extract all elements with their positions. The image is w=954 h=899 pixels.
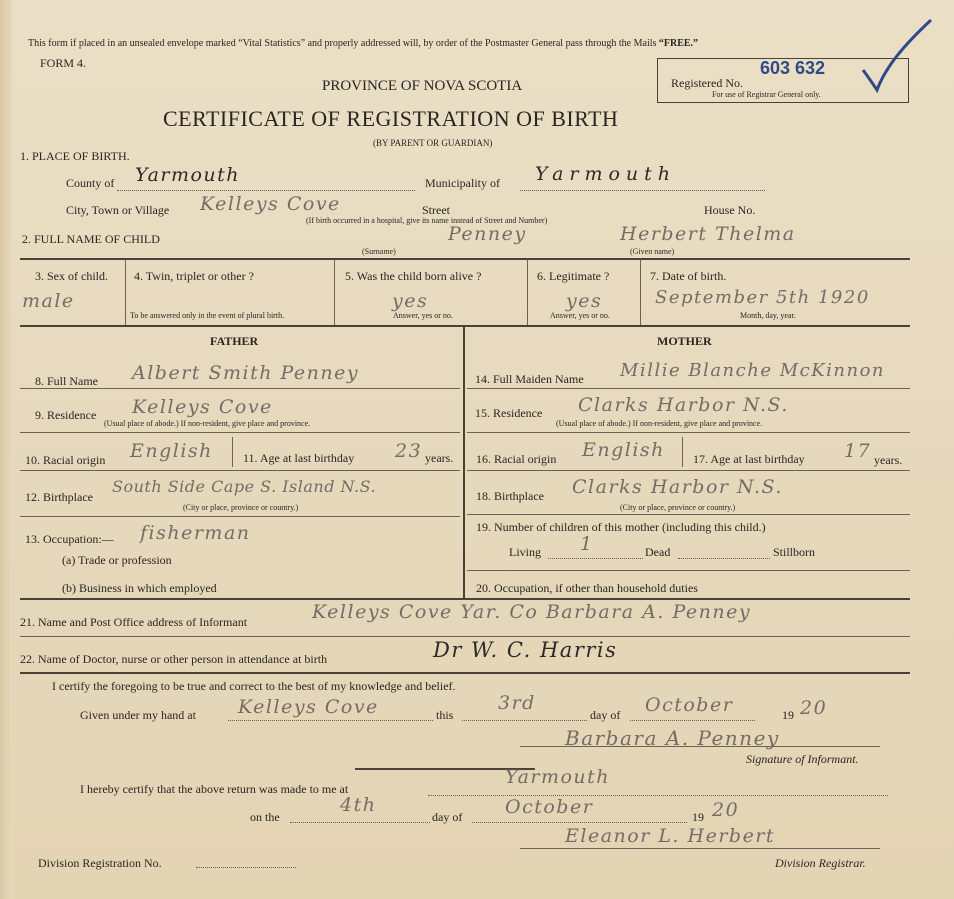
- row-separator: [20, 325, 910, 327]
- parents-divider: [463, 326, 465, 598]
- house-number-label: House No.: [704, 203, 756, 217]
- mother-birthplace-value: Clarks Harbor N.S.: [572, 476, 783, 498]
- legitimate-note: Answer, yes or no.: [550, 311, 610, 320]
- father-racial-label: 10. Racial origin: [25, 453, 106, 467]
- row-line: [467, 470, 910, 471]
- postal-notice-free: “FREE.”: [658, 38, 699, 49]
- registrar-place-value: Yarmouth: [505, 766, 611, 788]
- registrar-year-prefix: 19: [692, 810, 704, 824]
- place-of-birth-section: 1. PLACE OF BIRTH.: [20, 149, 130, 163]
- row-line: [467, 514, 910, 515]
- province-heading: PROVINCE OF NOVA SCOTIA: [322, 78, 523, 94]
- mother-residence-value: Clarks Harbor N.S.: [578, 394, 789, 416]
- living-value: 1: [580, 533, 594, 555]
- father-age-label: 11. Age at last birthday: [243, 451, 355, 465]
- row-line: [20, 470, 460, 471]
- father-age-value: 23: [395, 440, 423, 462]
- child-given-name-value: Herbert Thelma: [620, 223, 796, 245]
- dead-line: [678, 558, 770, 559]
- born-alive-label: 5. Was the child born alive ?: [345, 269, 482, 283]
- sex-label: 3. Sex of child.: [35, 269, 108, 283]
- mother-age-label: 17. Age at last birthday: [693, 452, 805, 466]
- doctor-label: 22. Name of Doctor, nurse or other person in attendance at birth: [20, 652, 328, 666]
- father-heading: FATHER: [210, 334, 259, 348]
- informant-label: 21. Name and Post Office address of Informant: [20, 615, 248, 629]
- mother-racial-value: English: [582, 439, 665, 461]
- row-line: [467, 388, 910, 389]
- father-business-label: (b) Business in which employed: [62, 581, 217, 595]
- column-divider: [640, 259, 641, 325]
- date-of-birth-label: 7. Date of birth.: [650, 269, 727, 283]
- born-alive-note: Answer, yes or no.: [393, 311, 453, 320]
- hospital-note: (If birth occurred in a hospital, give its name instead of Street and Number): [306, 216, 548, 225]
- given-place-line: [228, 720, 433, 721]
- cell-divider: [232, 437, 233, 467]
- born-alive-value: yes: [392, 290, 429, 312]
- doctor-value: Dr W. C. Harris: [433, 638, 618, 662]
- page-subtitle: (BY PARENT OR GUARDIAN): [373, 138, 493, 148]
- date-of-birth-value: September 5th 1920: [655, 287, 870, 308]
- father-residence-label: 9. Residence: [35, 408, 97, 422]
- twin-label: 4. Twin, triplet or other ?: [134, 269, 254, 283]
- living-label: Living: [509, 545, 541, 559]
- legitimate-value: yes: [566, 290, 603, 312]
- signature-line: [520, 746, 880, 747]
- day-line: [462, 720, 587, 721]
- mother-years-label: years.: [874, 453, 903, 467]
- column-divider: [334, 259, 335, 325]
- row-separator: [20, 258, 910, 260]
- certify-dayof-label: day of: [590, 708, 621, 722]
- row-separator: [20, 598, 910, 600]
- father-birthplace-note: (City or place, province or country.): [183, 503, 299, 512]
- row-line: [20, 388, 460, 389]
- father-name-label: 8. Full Name: [35, 374, 98, 388]
- row-line: [467, 570, 910, 571]
- registrar-day-value: 4th: [340, 794, 377, 816]
- mother-name-label: 14. Full Maiden Name: [475, 372, 584, 386]
- registrar-month-value: October: [505, 796, 594, 818]
- this-label: this: [436, 708, 454, 722]
- stillborn-label: Stillborn: [773, 545, 816, 559]
- checkmark-icon: [855, 18, 935, 98]
- registrar-year-value: 20: [712, 799, 740, 821]
- child-name-label: 2. FULL NAME OF CHILD: [22, 232, 160, 246]
- page-title: CERTIFICATE OF REGISTRATION OF BIRTH: [163, 106, 619, 131]
- father-birthplace-label: 12. Birthplace: [25, 490, 93, 504]
- postal-notice-text: This form if placed in an unsealed envelope marked “Vital Statistics” and properly addressed will, by order of the Postmaster General pass through the Mails: [28, 38, 657, 49]
- mother-heading: MOTHER: [657, 334, 712, 348]
- twin-note: To be answered only in the event of plural birth.: [130, 311, 285, 320]
- registrar-day-line: [290, 822, 430, 823]
- municipality-line: [520, 190, 765, 191]
- dead-label: Dead: [645, 545, 671, 559]
- registrar-dayof-label: day of: [432, 810, 463, 824]
- column-divider: [125, 259, 126, 325]
- street-label: Street: [422, 203, 450, 217]
- mother-racial-label: 16. Racial origin: [476, 452, 557, 466]
- father-occupation-label: 13. Occupation:—: [25, 532, 114, 546]
- cell-divider: [682, 437, 683, 467]
- mother-birthplace-label: 18. Birthplace: [476, 489, 544, 503]
- registrar-signature-value: Eleanor L. Herbert: [565, 825, 776, 847]
- registrar-place-line: [428, 795, 888, 796]
- mother-age-value: 17: [844, 440, 872, 462]
- given-name-note: (Given name): [630, 247, 675, 256]
- certify-day-value: 3rd: [498, 692, 536, 714]
- father-racial-value: English: [130, 440, 213, 462]
- mother-residence-note: (Usual place of abode.) If non-resident, give place and province.: [556, 419, 763, 428]
- father-occupation-value: fisherman: [140, 522, 251, 544]
- father-birthplace-value: South Side Cape S. Island N.S.: [112, 477, 377, 496]
- row-separator: [20, 672, 910, 674]
- registered-number-value: 603 632: [760, 58, 826, 78]
- mother-children-label: 19. Number of children of this mother (including this child.): [476, 520, 766, 534]
- division-registration-label: Division Registration No.: [38, 856, 162, 870]
- surname-note: (Surname): [362, 247, 396, 256]
- given-place-value: Kelleys Cove: [238, 696, 379, 718]
- certify-statement: I certify the foregoing to be true and correct to the best of my knowledge and belief.: [52, 679, 456, 693]
- informant-signature-value: Barbara A. Penney: [565, 726, 780, 750]
- registrar-use-note: For use of Registrar General only.: [712, 90, 821, 99]
- division-registrar-label: Division Registrar.: [775, 856, 866, 870]
- municipality-value: Yarmouth: [535, 163, 677, 185]
- on-the-label: on the: [250, 810, 280, 824]
- registered-number-label: Registered No.: [671, 76, 743, 90]
- city-value: Kelleys Cove: [200, 193, 341, 215]
- father-trade-label: (a) Trade or profession: [62, 553, 172, 567]
- city-label: City, Town or Village: [66, 203, 170, 217]
- informant-signature-label: Signature of Informant.: [746, 752, 859, 766]
- father-residence-value: Kelleys Cove: [132, 396, 273, 418]
- certify-month-value: October: [645, 694, 734, 716]
- date-of-birth-note: Month, day, year.: [740, 311, 796, 320]
- mother-birthplace-note: (City or place, province or country.): [620, 503, 736, 512]
- mother-residence-label: 15. Residence: [475, 406, 543, 420]
- father-residence-note: (Usual place of abode.) If non-resident, give place and province.: [104, 419, 311, 428]
- father-name-value: Albert Smith Penney: [132, 362, 360, 384]
- municipality-label: Municipality of: [425, 176, 500, 190]
- county-value: Yarmouth: [135, 164, 241, 186]
- month-line: [630, 720, 755, 721]
- mother-name-value: Millie Blanche McKinnon: [620, 360, 886, 381]
- row-line: [467, 432, 910, 433]
- row-line: [20, 516, 460, 517]
- postal-notice: [28, 38, 698, 49]
- form-number: FORM 4.: [40, 56, 87, 70]
- signature-line: [520, 848, 880, 849]
- column-divider: [527, 259, 528, 325]
- row-line: [20, 432, 460, 433]
- registrar-month-line: [472, 822, 687, 823]
- row-line: [20, 636, 910, 637]
- mother-occupation-label: 20. Occupation, if other than household duties: [476, 581, 698, 595]
- county-line: [117, 190, 415, 191]
- registrar-statement: I hereby certify that the above return was made to me at: [80, 782, 349, 796]
- legitimate-label: 6. Legitimate ?: [537, 269, 610, 283]
- division-number-line: [196, 867, 296, 868]
- given-under-label: Given under my hand at: [80, 708, 196, 722]
- county-label: County of: [66, 176, 115, 190]
- informant-value: Kelleys Cove Yar. Co Barbara A. Penney: [312, 601, 752, 623]
- living-line: [548, 558, 643, 559]
- sex-value: male: [22, 290, 75, 312]
- child-surname-value: Penney: [448, 223, 527, 245]
- certify-year-prefix: 19: [782, 708, 794, 722]
- certify-year-value: 20: [800, 697, 828, 719]
- father-years-label: years.: [425, 451, 454, 465]
